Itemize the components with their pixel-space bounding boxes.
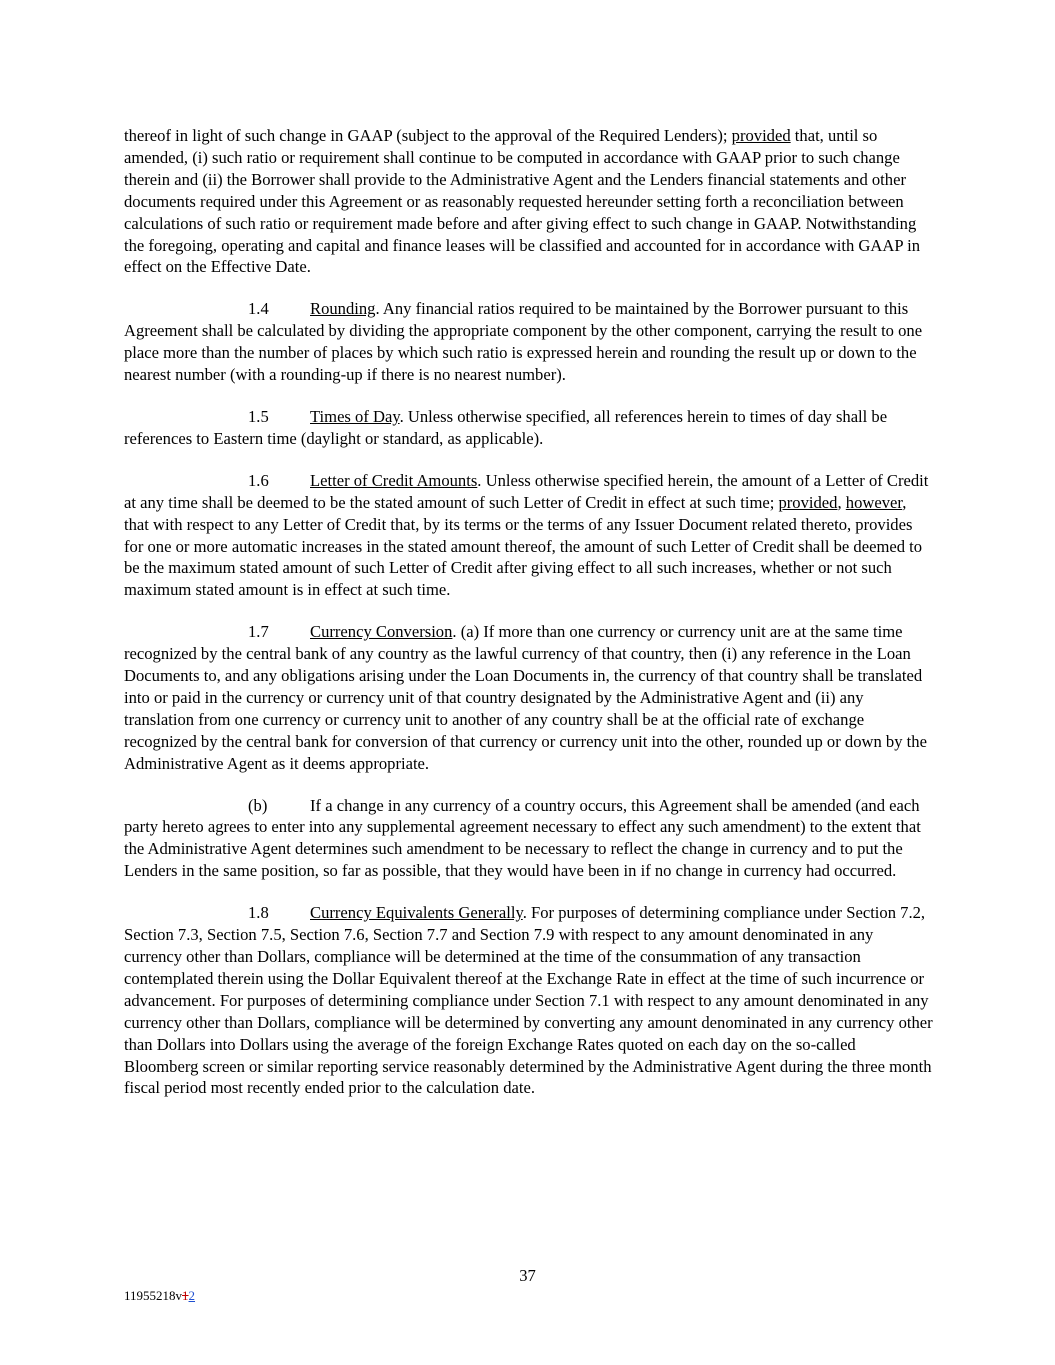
section-number: 1.4 — [248, 299, 269, 319]
section-number: 1.5 — [248, 406, 269, 426]
section-1-6-text: 1.6 Letter of Credit Amounts. Unless otherwise specified herein, the amount of a Letter of Credit at any time shall be deemed to be the stated amount of such Letter of Credit in effect at such time; provided, however, that with respect to any Letter of Credit that, by its terms or the terms of any Issuer Document related thereto, provides for one or more automatic increases in the stated amount thereof, the amount of such Letter of Credit shall be deemed to be the maximum stated amount of such Letter of Credit after giving effect to all such increases, whether or not such maximum stated amount is in effect at such time. — [124, 470, 929, 600]
section-number: 1.8 — [248, 903, 269, 923]
section-1-7-text: 1.7 Currency Conversion. (a) If more than one currency or currency unit are at the same time recognized by the central bank of any country as the lawful currency of that country, then (i) any reference in the Loan Documents to, and any obligations arising under the Loan Documents in, the currency of that country shall be translated into or paid in the currency or currency unit of that country designated by the Administrative Agent and (ii) any translation from one currency or currency unit to another of any country shall be at the official rate of exchange recognized by the central bank for conversion of that currency or currency unit into the other, rounded up or down by the Administrative Agent as it deems appropriate. — [124, 622, 927, 773]
section-title: Currency Conversion — [310, 622, 453, 642]
section-title: Currency Equivalents Generally — [310, 903, 523, 923]
section-1-4-text: 1.4 Rounding. Any financial ratios required to be maintained by the Borrower pursuant to this Agreement shall be calculated by dividing the appropriate component by the other component, carrying the result to one place more than the number of places by which such ratio is expressed herein and rounding the result up or down to the nearest number (with a rounding-up if there is no nearest number). — [124, 299, 923, 385]
deleted-version: 1 — [182, 1288, 189, 1303]
document-id: 11955218v12 — [124, 1288, 196, 1303]
section-title: Letter of Credit Amounts — [310, 470, 478, 490]
section-number: 1.6 — [248, 470, 269, 490]
subsection-number: (b) — [248, 795, 268, 815]
section-1-5-text: 1.5 Times of Day. Unless otherwise specified, all references herein to times of day shall be references to Eastern time (daylight or standard, as applicable). — [124, 406, 888, 448]
section-title: Rounding — [310, 299, 376, 319]
section-1-8-text: 1.8 Currency Equivalents Generally. For purposes of determining compliance under Section 7.2, Section 7.3, Section 7.5, Section 7.6, Section 7.7 and Section 7.9 with respect to any amount denominated in any currency other than Dollars, compliance will be determined at the time of the consummation of any transaction contemplated therein using the Dollar Equivalent thereof at the Exchange Rate in effect at the time of such incurrence or advancement. For purposes of determining compliance under Section 7.1 with respect to any amount denominated in any currency other than Dollars, compliance will be determined by converting any amount denominated in any currency other than Dollars into Dollars using the average of the foreign Exchange Rates quoted on each day on the so-called Bloomberg screen or similar reporting service reasonably determined by the Administrative Agent during the three month fiscal period most recently ended prior to the calculation date. — [124, 903, 933, 1098]
however-term: however — [845, 492, 903, 512]
section-1-7-b-text: (b) If a change in any currency of a country occurs, this Agreement shall be amended (and each party hereto agrees to enter into any supplemental agreement necessary to effect any such amendment) to the extent that the Administrative Agent determines such amendment to be necessary to reflect the change in currency and to put the Lenders in the same position, so far as possible, that they would have been in if no change in currency had occurred. — [124, 795, 921, 881]
page-number: 37 — [519, 1266, 536, 1285]
paragraph-gaap-continuation: thereof in light of such change in GAAP (subject to the approval of the Required Lenders); provided that, until so amended, (i) such ratio or requirement shall continue to be computed in accordance with GAAP prior to such change therein and (ii) the Borrower shall provide to the Administrative Agent and the Lenders financial statements and other documents required under this Agreement or as reasonably requested hereunder setting forth a reconciliation between calculations of such ratio or requirement made before and after giving effect to such change in GAAP. Notwithstanding the foregoing, operating and capital and finance leases will be classified and accounted for in accordance with GAAP in effect on the Effective Date. — [124, 126, 921, 277]
section-number: 1.7 — [248, 622, 269, 642]
provided-term: provided — [778, 492, 838, 512]
document-body — [124, 125, 934, 1099]
section-title: Times of Day — [310, 406, 400, 426]
provided-term: provided — [731, 126, 791, 145]
inserted-version: 2 — [188, 1288, 196, 1303]
